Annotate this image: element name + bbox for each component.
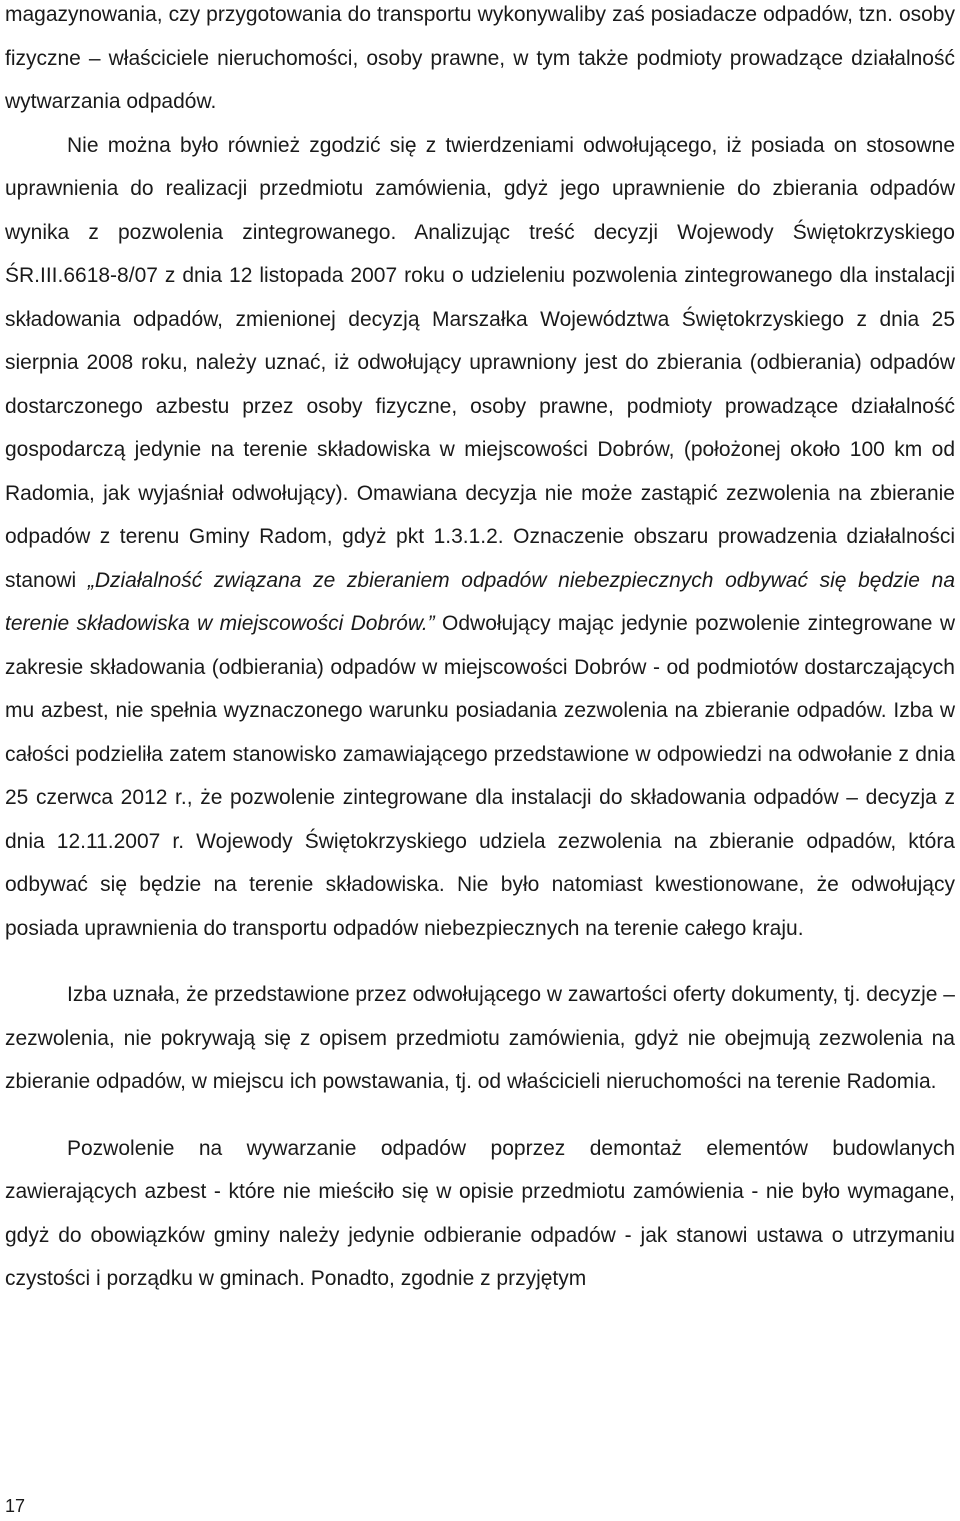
document-page [5,0,955,1301]
paragraph-chamber-finding: Izba uznała, że przedstawione przez odwołującego w zawartości oferty dokumenty, tj. decyzje – zezwolenia, nie pokrywają się z opisem przedmiotu zamówienia, gdyż nie obejmują zezwolenia na zbieranie odpadów, w miejscu ich powstawania, tj. od właścicieli nieruchomości na terenie Radomia. [5,983,955,1093]
quoted-decision-text: „Działalność związana ze zbieraniem odpadów niebezpiecznych odbywać się będzie na terenie składowiska w miejscowości Dobrów.” [5,568,955,635]
paragraph-text-after-quote: Odwołujący mając jedynie pozwolenie zintegrowane w zakresie składowania (odbierania) odpadów w miejscowości Dobrów - od podmiotów dostarczających mu azbest, nie spełnia wyznaczonego warunku posiadania zezwolenia na zbieranie odpadów. Izba w całości podzieliła zatem stanowisko zamawiającego przedstawione w odpowiedzi na odwołanie z dnia 25 czerwca 2012 r., że pozwolenie zintegrowane dla instalacji do składowania odpadów – decyzja z dnia 12.11.2007 r. Wojewody Świętokrzyskiego udziela zezwolenia na zbieranie odpadów, która odbywać się będzie na terenie składowiska. Nie było natomiast kwestionowane, że odwołujący posiada uprawnienia do transportu odpadów niebezpiecznych na terenie całego kraju. [5,612,955,940]
paragraph-permit-analysis [5,124,955,951]
page-number: 17 [5,1496,26,1516]
paragraph-text-before-quote: Nie można było również zgodzić się z twierdzeniami odwołującego, iż posiada on stosowne uprawnienia do realizacji przedmiotu zamówienia, gdyż jego uprawnienie do zbierania odpadów wynika z pozwolenia zintegrowanego. Analizując treść decyzji Wojewody Świętokrzyskiego ŚR.III.6618-8/07 z dnia 12 listopada 2007 roku o udzieleniu pozwolenia zintegrowanego dla instalacji składowania odpadów, zmienionej decyzją Marszałka Województwa Świętokrzyskiego z dnia 25 sierpnia 2008 roku, należy uznać, iż odwołujący uprawniony jest do zbierania (odbierania) odpadów dostarczonego azbestu przez osoby fizyczne, osoby prawne, podmioty prowadzące działalność gospodarczą jedynie na terenie składowiska w miejscowości Dobrów, (położonej około 100 km od Radomia, jak wyjaśniał odwołujący). Omawiana decyzja nie może zastąpić zezwolenia na zbieranie odpadów z terenu Gminy Radom, gdyż pkt 1.3.1.2. Oznaczenie obszaru prowadzenia działalności stanowi [5,133,955,592]
paragraph-demolition-permit: Pozwolenie na wywarzanie odpadów poprzez demontaż elementów budowlanych zawierających azbest - które nie mieściło się w opisie przedmiotu zamówienia - nie było wymagane, gdyż do obowiązków gminy należy jedynie odbieranie odpadów - jak stanowi ustawa o utrzymaniu czystości i porządku w gminach. Ponadto, zgodnie z przyjętym [5,1136,955,1290]
paragraph-continuation: magazynowania, czy przygotowania do transportu wykonywaliby zaś posiadacze odpadów, tzn. osoby fizyczne – właściciele nieruchomości, osoby prawne, w tym także podmioty prowadzące działalność wytwarzania odpadów. [5,3,955,113]
